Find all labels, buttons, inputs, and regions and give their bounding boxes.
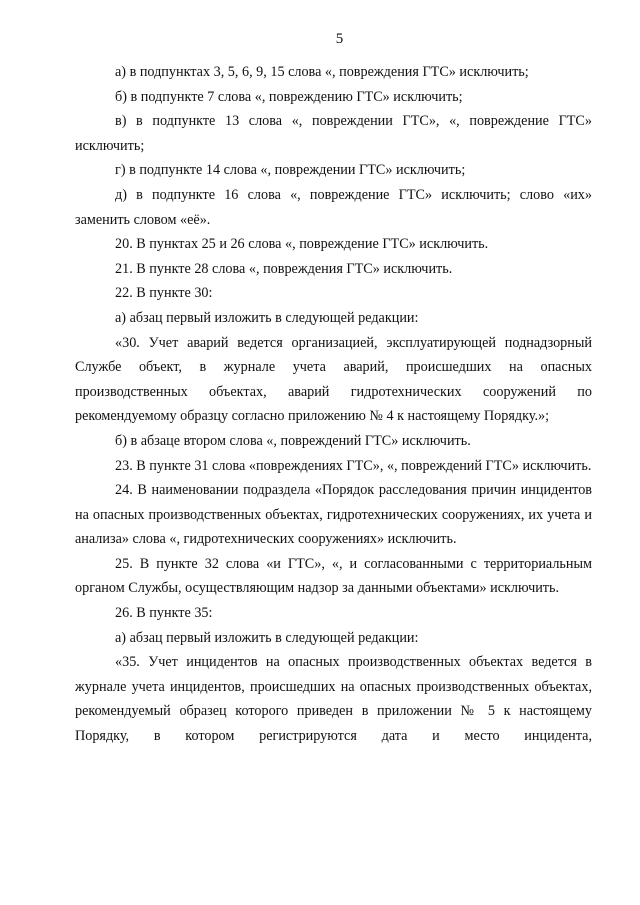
paragraph-item-20: 20. В пунктах 25 и 26 слова «, повреждение ГТС» исключить. — [115, 236, 489, 253]
paragraph-item-25: 25. В пункте 32 слова «и ГТС», «, и согласованными с территориальным органом Службы, осуществляющим надзор за данными объектами» исключить. — [75, 555, 592, 597]
page-number: 5 — [335, 31, 344, 47]
paragraph-item-35-text: «35. Учет инцидентов на опасных производственных объектах ведется в журнале учета инцидентов, происшедших на опасных производственных объектах, рекомендуемый образец которого приведен в приложении № 5 к настоящему Порядку, в котором регистрируются дата и место инцидента, — [75, 654, 592, 745]
paragraph-v-subpoint-13: в) в подпункте 13 слова «, повреждении ГТС», «, повреждение ГТС» исключить; — [75, 113, 592, 154]
paragraph-item-22: 22. В пункте 30: — [115, 285, 213, 302]
paragraph-a-subpoints: а) в подпунктах 3, 5, 6, 9, 15 слова «, повреждения ГТС» исключить; — [115, 64, 529, 80]
paragraph-item-22-a: а) абзац первый изложить в следующей редакции: — [115, 309, 419, 326]
paragraph-d-subpoint-16: д) в подпункте 16 слова «, повреждение ГТС» исключить; слово «их» заменить словом «её». — [75, 186, 592, 228]
paragraph-item-30-text: «30. Учет аварий ведется организацией, эксплуатирующей поднадзорный Службе объект, в журнале учета аварий, происшедших на опасных производственных объектах, аварий гидротехнических сооружений по рекомендуемому образцу согласно приложению № 4 к настоящему Порядку.»; — [75, 334, 592, 425]
paragraph-item-26-a: а) абзац первый изложить в следующей редакции: — [115, 629, 419, 646]
paragraph-item-23: 23. В пункте 31 слова «повреждениях ГТС», «, повреждений ГТС» исключить. — [115, 457, 592, 474]
paragraph-b-subpoint-7: б) в подпункте 7 слова «, повреждению ГТС» исключить; — [115, 88, 463, 105]
paragraph-item-24: 24. В наименовании подраздела «Порядок расследования причин инцидентов на опасных производственных объектах, гидротехнических сооружениях, их учета и анализа» слова «, гидротехнических сооружениях» исключить. — [75, 482, 592, 548]
paragraph-g-subpoint-14: г) в подпункте 14 слова «, повреждении ГТС» исключить; — [115, 162, 466, 179]
paragraph-item-21: 21. В пункте 28 слова «, повреждения ГТС» исключить. — [115, 260, 453, 277]
paragraph-item-22-b: б) в абзаце втором слова «, повреждений ГТС» исключить. — [115, 432, 471, 449]
paragraph-item-26: 26. В пункте 35: — [115, 605, 213, 622]
